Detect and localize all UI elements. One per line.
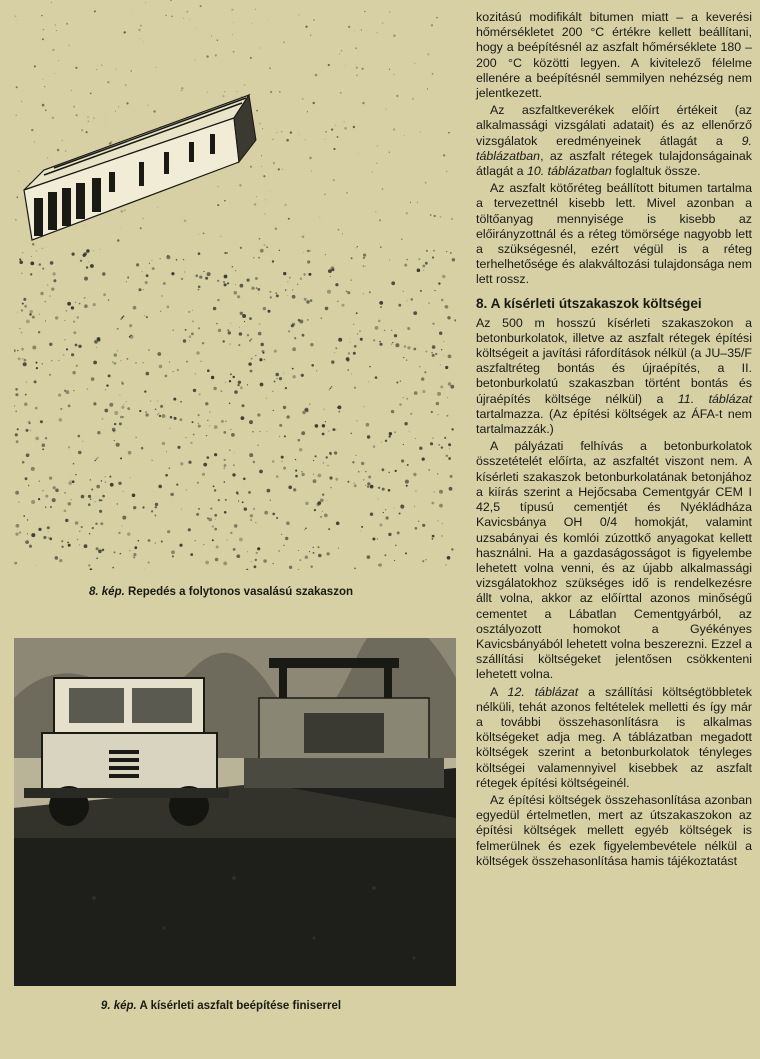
- paragraph-2: Az aszfaltkeverékek előírt értékeit (az alkalmassági vizsgálati adatait) és az ellenőrző vizsgálatok eredményeinek átlagát a 9. táblázatban, az aszfalt rétegek tulajdonságainak átlagát a 10. táblázatban foglaltuk össze.: [476, 103, 752, 179]
- table-12-reference: 12. táblázat: [507, 684, 579, 699]
- figure-8-caption-number: 8. kép.: [89, 586, 125, 598]
- text-column: [476, 10, 752, 869]
- paragraph-1: kozitású modifikált bitumen miatt – a keverési hőmérsékletet 200 °C értékre kellett beállítani, hogy a beépítésnél az aszfalt hőmérséklete 180 – 200 °C közötti legyen. A kivitelező félelme ellenére a beépítésnél semmilyen nehézség nem jelentkezett.: [476, 10, 752, 101]
- figure-9-caption-text: A kísérleti aszfalt beépítése finiserrel: [139, 1000, 342, 1012]
- paragraph-6: A 12. táblázat a szállítási költségtöbbletek nélküli, tehát azonos feltételek melletti és így már a további összehasonlításra is alkalmas költségeket adja meg. A táblázatban megadott költségek szerint a betonburkolatok tényleges költségei valamennyivel kisebbek az aszfalt rétegek építési költségeinél.: [476, 684, 752, 790]
- paragraph-4: Az 500 m hosszú kísérleti szakaszokon a betonburkolatok, illetve az aszfalt rétegek építési költségeit a javítási ráfordítások nélkül (a JU–35/F aszfaltréteg bontás és újraépítés, a II. betonburkolatú szakaszban történt bontás és újraépítés költsége nélkül) a 11. táblázat tartalmazza. (Az építési költségek az ÁFA-t nem tartalmazzák.): [476, 315, 752, 437]
- paragraph-7: Az építési költségek összehasonlítása azonban egyedül értelmetlen, mert az útszakaszokon az építési költségek mellett egyéb költségek is felmerülnek és ezek figyelembevétele nélkül a költségek összehasonlítása hamis tájékoztatást: [476, 792, 752, 868]
- table-11-reference: 11. táblázat: [677, 391, 752, 406]
- figure-9-caption: [0, 1000, 442, 1012]
- table-9-reference: 9. táblázatban: [476, 133, 752, 163]
- crack-photo-image: [14, 0, 456, 570]
- paragraph-5: A pályázati felhívás a betonburkolatok összetételét előírta, az aszfaltét viszont nem. A kísérleti szakaszok betonburkolatának betonjához a kiírás szerint a Hejőcsaba Cementgyár CEM I 42,5 típusú cementjét és Nyékládháza Kavicsbánya OH 0/4 homokját, valamint uzsabányai és komlói zúzottkő anyagokat kellett használni. Ha a gazdaságosságot is figyelembe lehetett volna venni, és az újabb alkalmassági vizsgálatokhoz szükséges idő is rendelkezésre állt volna, akkor az előírttal azonos minőségű cementet a Lábatlan Cementgyárból, az osztályozott homokot a Gyékényes Kavicsbányából lehetett volna beszerezni. Ezzel a szállítási költségeket jelentősen csökkenteni lehetett volna.: [476, 439, 752, 682]
- paragraph-3: Az aszfalt kötőréteg beállított bitumen tartalma a tervezettnél kisebb lett. Mivel azonban a töltőanyag mennyisége is kisebb az előirányzottnál és a réteg tömörsége nagyobb lett a szükségesnél, ezért végül is a réteg terhelhetősége és alakváltozási tulajdonsága nem lett rossz.: [476, 181, 752, 287]
- table-10-reference: 10. táblázatban: [526, 164, 612, 179]
- figure-8-caption-text: Repedés a folytonos vasalású szakaszon: [128, 586, 353, 598]
- figure-9-caption-number: 9. kép.: [100, 1000, 137, 1012]
- section-heading: 8. A kísérleti útszakaszok költségei: [476, 295, 702, 311]
- figure-8-caption: [0, 586, 442, 598]
- figure-8-photo: [14, 0, 456, 570]
- finisher-photo-image: [14, 638, 456, 986]
- figure-9-photo: [14, 638, 456, 986]
